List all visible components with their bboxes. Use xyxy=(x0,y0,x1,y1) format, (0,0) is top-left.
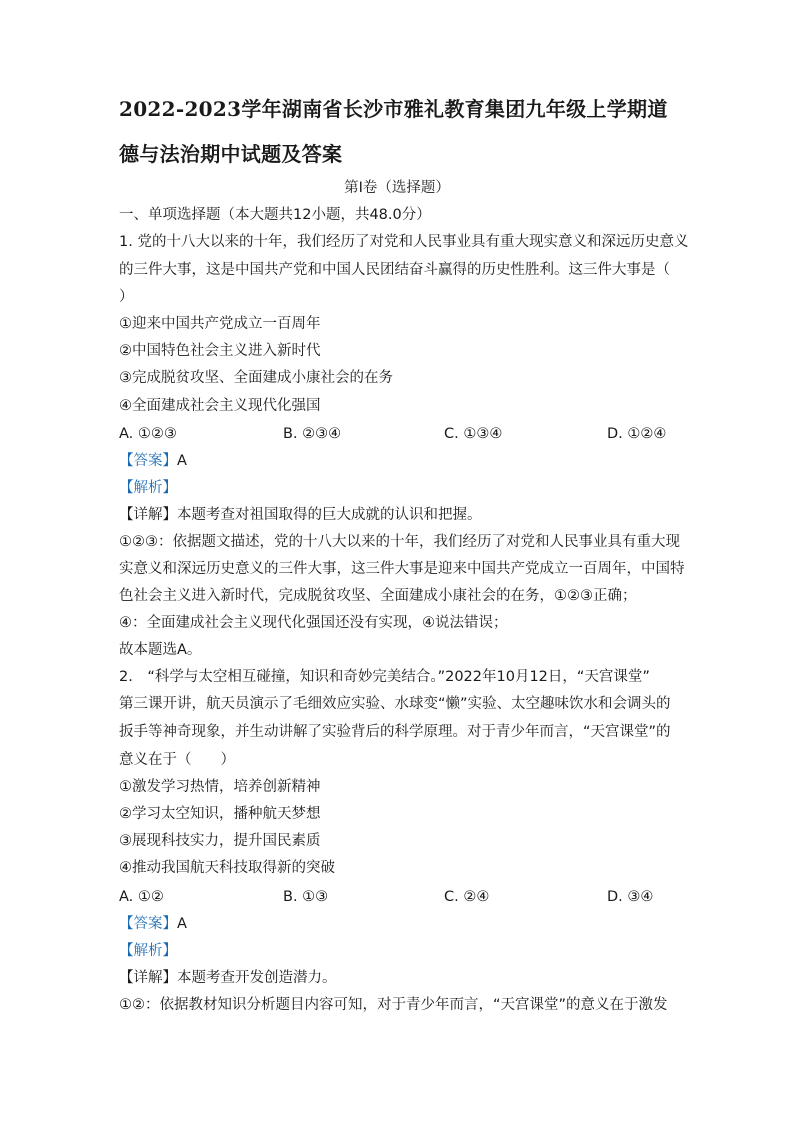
q2-item: ④推动我国航天科技取得新的突破 xyxy=(119,860,335,876)
q2-item: ②学习太空知识，播种航天梦想 xyxy=(119,806,321,822)
q1-answer-value: A xyxy=(177,453,187,469)
document-title-line-2: 德与法治期中试题及答案 xyxy=(119,142,343,166)
q1-detail-row xyxy=(119,505,482,525)
document-title-line-1: 2022-2023学年湖南省长沙市雅礼教育集团九年级上学期道 xyxy=(119,97,668,121)
q1-explain-line: 色社会主义进入新时代，完成脱贫攻坚、全面建成小康社会的在务，①②③正确； xyxy=(119,588,637,604)
q2-stem-line: 2. “科学与太空相互碰撞，知识和奇妙完美结合。”2022年10月12日，“天宫课堂” xyxy=(119,669,650,685)
q1-option-b: B. ②③④ xyxy=(283,426,342,442)
q1-stem-line: ） xyxy=(119,289,134,305)
q1-answer-row xyxy=(119,451,187,471)
q1-item: ①迎来中国共产党成立一百周年 xyxy=(119,316,321,332)
q2-answer-value: A xyxy=(177,916,187,932)
q2-answer-tag: 【答案】 xyxy=(119,916,177,932)
q1-answer-tag: 【答案】 xyxy=(119,453,177,469)
q2-option-b: B. ①③ xyxy=(283,889,329,905)
section-subtitle: 一、单项选择题（本大题共12小题，共48.0分） xyxy=(119,207,431,223)
q2-option-d: D. ③④ xyxy=(607,889,654,905)
q2-stem-line: 意义在于（ ） xyxy=(119,752,235,768)
q2-analysis-tag: 【解析】 xyxy=(119,943,177,959)
q1-item: ③完成脱贫攻坚、全面建成小康社会的在务 xyxy=(119,370,393,386)
q2-answer-row xyxy=(119,914,187,934)
q2-option-a: A. ①② xyxy=(119,889,164,905)
q1-option-d: D. ①②④ xyxy=(607,426,667,442)
q1-explain-line: 实意义和深远历史意义的三件大事，这三件大事是迎来中国共产党成立一百周年，中国特 xyxy=(119,561,685,577)
q1-item: ②中国特色社会主义进入新时代 xyxy=(119,343,321,359)
q1-stem-line: 的三件大事，这是中国共产党和中国人民团结奋斗赢得的历史性胜利。这三件大事是（ xyxy=(119,262,670,278)
q2-stem-line: 扳手等神奇现象，并生动讲解了实验背后的科学原理。对于青少年而言，“天宫课堂”的 xyxy=(119,724,671,740)
q1-option-c: C. ①③④ xyxy=(444,426,503,442)
q1-stem-line: 1. 党的十八大以来的十年，我们经历了对党和人民事业具有重大现实意义和深远历史意义 xyxy=(119,234,689,250)
q2-item: ③展现科技实力，提升国民素质 xyxy=(119,833,321,849)
q2-item: ①激发学习热情，培养创新精神 xyxy=(119,779,321,795)
q2-detail-text: 本题考查开发创造潜力。 xyxy=(177,970,337,986)
q1-explain-line: 故本题选A。 xyxy=(119,642,202,658)
q2-option-c: C. ②④ xyxy=(444,889,490,905)
q1-detail-tag: 【详解】 xyxy=(119,507,177,523)
q2-explain-line: ①②：依据教材知识分析题目内容可知，对于青少年而言，“天宫课堂”的意义在于激发 xyxy=(119,997,668,1013)
q2-detail-tag: 【详解】 xyxy=(119,970,177,986)
q1-explain-line: ①②③：依据题文描述，党的十八大以来的十年，我们经历了对党和人民事业具有重大现 xyxy=(119,534,680,550)
q1-item: ④全面建成社会主义现代化强国 xyxy=(119,398,321,414)
q1-explain-line: ④：全面建成社会主义现代化强国还没有实现，④说法错误； xyxy=(119,615,508,631)
section-title: 第I卷（选择题） xyxy=(344,180,450,196)
q2-stem-line: 第三课开讲，航天员演示了毛细效应实验、水球变“懒”实验、太空趣味饮水和会调头的 xyxy=(119,696,671,712)
q1-detail-text: 本题考查对祖国取得的巨大成就的认识和把握。 xyxy=(177,507,482,523)
q1-option-a: A. ①②③ xyxy=(119,426,177,442)
q2-detail-row xyxy=(119,968,337,988)
q1-analysis-tag: 【解析】 xyxy=(119,480,177,496)
